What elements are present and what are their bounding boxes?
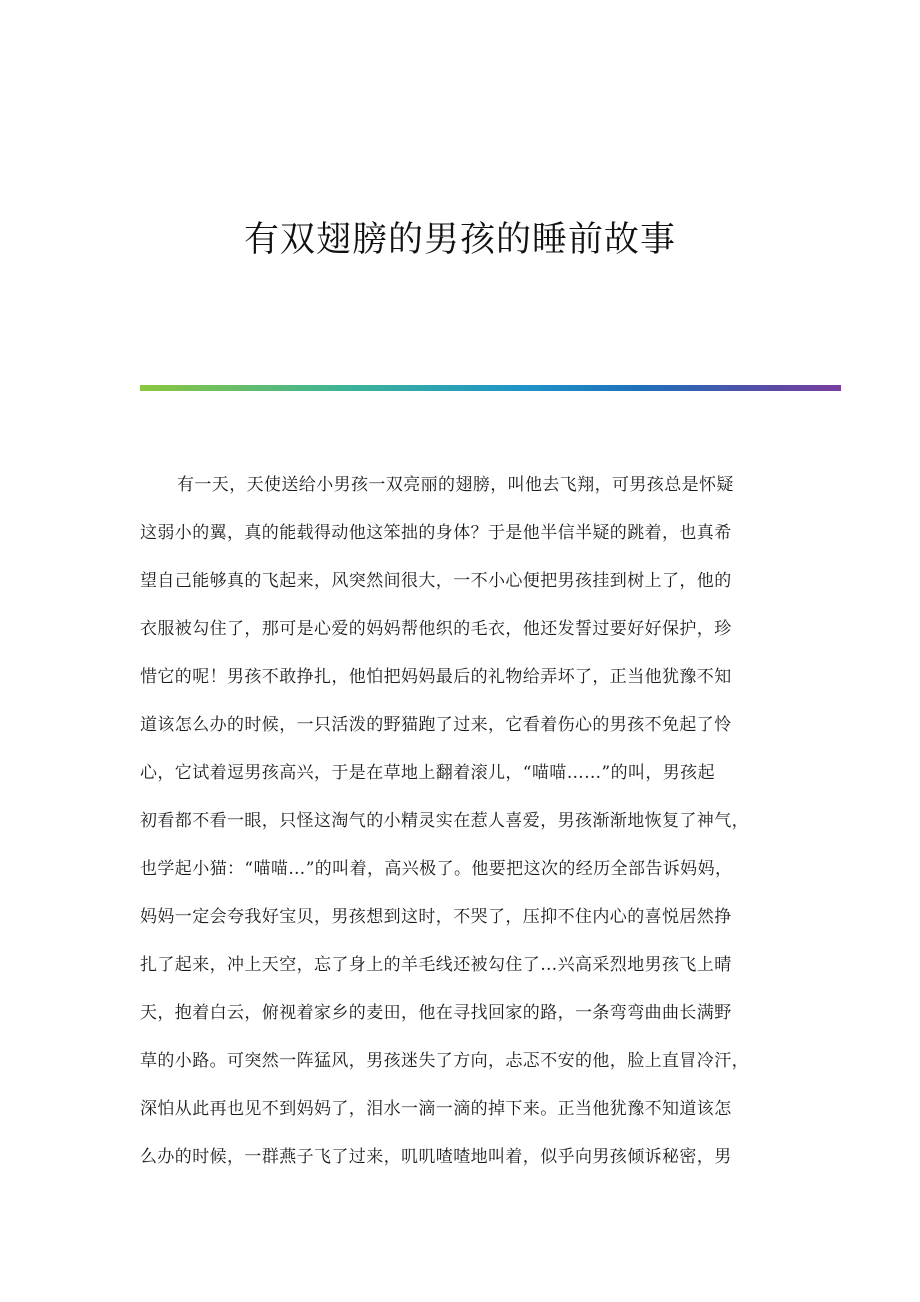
story-line: 深怕从此再也见不到妈妈了，泪水一滴一滴的掉下来。正当他犹豫不知道该怎 [140,1099,732,1119]
story-line: 惜它的呢！男孩不敢挣扎，他怕把妈妈最后的礼物给弄坏了，正当他犹豫不知 [140,667,732,687]
story-line: 妈妈一定会夸我好宝贝，男孩想到这时，不哭了，压抑不住内心的喜悦居然挣 [140,907,732,927]
story-line: 天，抱着白云，俯视着家乡的麦田，他在寻找回家的路，一条弯弯曲曲长满野 [140,1003,732,1023]
story-line: 衣服被勾住了，那可是心爱的妈妈帮他织的毛衣，他还发誓过要好好保护，珍 [140,619,732,639]
story-line: 也学起小猫：“喵喵…”的叫着，高兴极了。他要把这次的经历全部告诉妈妈， [140,859,733,879]
story-line: 道该怎么办的时候，一只活泼的野猫跑了过来，它看着伤心的男孩不免起了怜 [140,715,732,735]
document-title: 有双翅膀的男孩的睡前故事 [243,220,676,260]
story-line: 望自己能够真的飞起来，风突然间很大，一不小心便把男孩挂到树上了，他的 [140,571,732,591]
story-body [140,461,780,1181]
story-line: 心，它试着逗男孩高兴，于是在草地上翻着滚儿，“喵喵……”的叫，男孩起 [140,763,715,783]
title-divider [140,385,841,391]
story-line: 有一天，天使送给小男孩一双亮丽的翅膀，叫他去飞翔，可男孩总是怀疑 [177,475,734,495]
story-line: 这弱小的翼，真的能载得动他这笨拙的身体？于是他半信半疑的跳着，也真希 [140,523,732,543]
story-line: 初看都不看一眼，只怪这淘气的小精灵实在惹人喜爱，男孩渐渐地恢复了神气， [140,811,749,831]
story-line: 么办的时候，一群燕子飞了过来，叽叽喳喳地叫着，似乎向男孩倾诉秘密，男 [140,1147,732,1167]
story-line: 草的小路。可突然一阵猛风，男孩迷失了方向，忐忑不安的他，脸上直冒冷汗， [140,1051,749,1071]
story-line: 扎了起来，冲上天空，忘了身上的羊毛线还被勾住了…兴高采烈地男孩飞上晴 [140,955,732,975]
